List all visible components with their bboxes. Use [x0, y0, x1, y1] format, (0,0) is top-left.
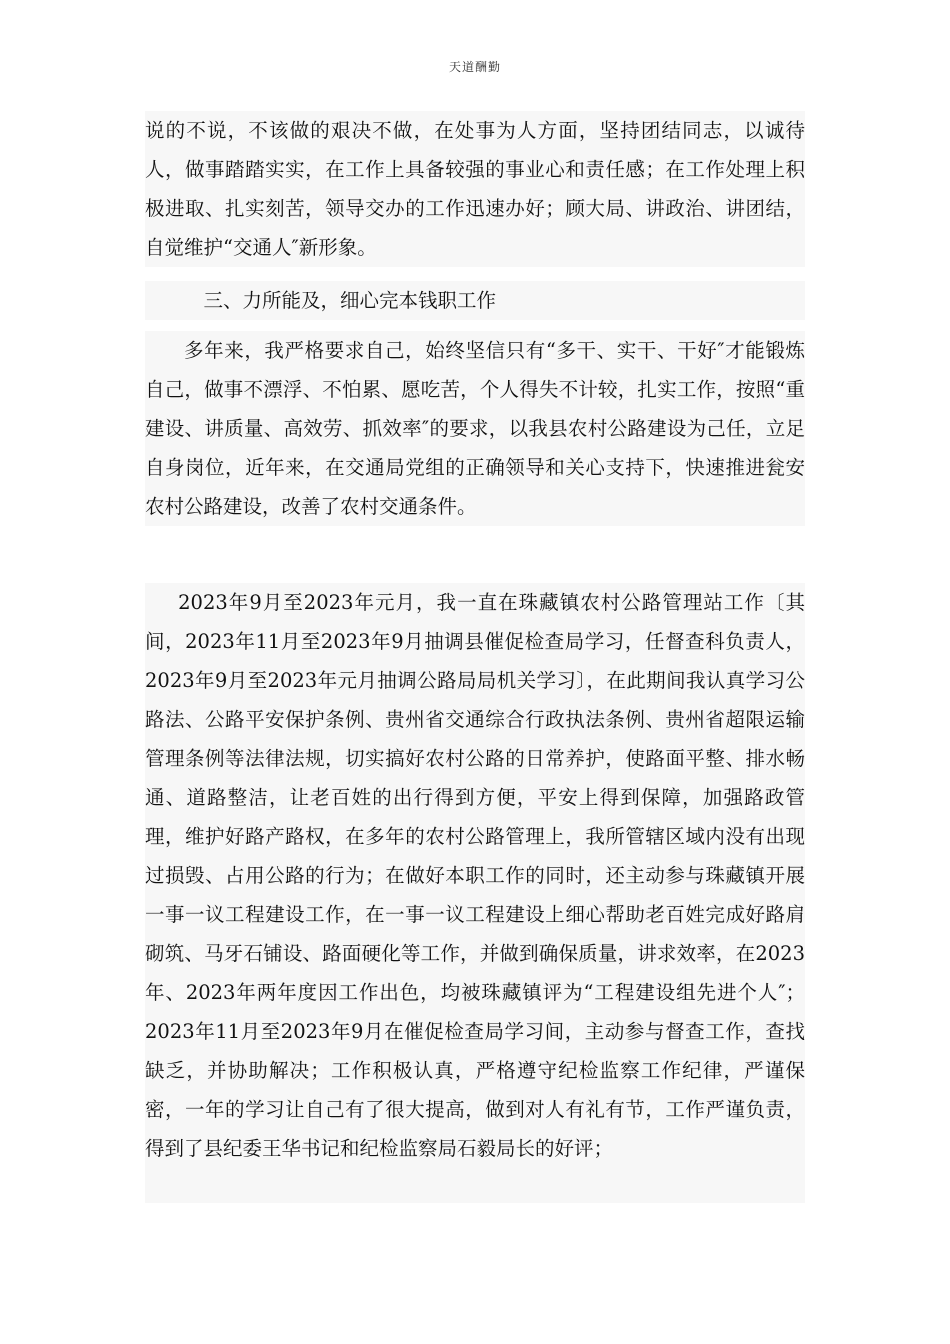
section-heading: [145, 281, 805, 320]
paragraph-text: 说的不说，不该做的艰决不做，在处事为人方面，坚持团结同志，以诚待人，做事踏踏实实，在工作上具备较强的事业心和责任感；在工作处理上积极进取、扎实刻苦，领导交办的工作迅速办好；顾大局、讲政治、讲团结，自觉维护“交通人″新形象。: [145, 119, 805, 259]
paragraph-text: 多年来，我严格要求自己，始终坚信只有“多干、实干、干好″才能锻炼自己，做事不漂浮、不怕累、愿吃苦，个人得失不计较，扎实工作，按照“重建设、讲质量、高效劳、抓效率″的要求，以我县农村公路建设为己任，立足自身岗位，近年来，在交通局党组的正确领导和关心支持下，快速推进瓮安农村公路建设，改善了农村交通条件。: [145, 339, 805, 518]
section-heading-text: 三、力所能及，细心完本钱职工作: [203, 289, 497, 312]
paragraph-continuation: [145, 111, 805, 267]
paragraph: [145, 331, 805, 526]
paragraph-text: 2023年9月至2023年元月，我一直在珠藏镇农村公路管理站工作〔其间，2023年11月至2023年9月抽调县催促检查局学习，任督查科负责人，2023年9月至2023年元月抽调公路局局机关学习〕，在此期间我认真学习公路法、公路平安保护条例、贵州省交通综合行政执法条例、贵州省超限运输管理条例等法律法规，切实搞好农村公路的日常养护，使路面平整、排水畅通、道路整洁，让老百姓的出行得到方便，平安上得到保障，加强路政管理，维护好路产路权，在多年的农村公路管理上，我所管辖区域内没有出现过损毁、占用公路的行为；在做好本职工作的同时，还主动参与珠藏镇开展一事一议工程建设工作，在一事一议工程建设上细心帮助老百姓完成好路肩砌筑、马牙石铺设、路面硬化等工作，并做到确保质量，讲求效率，在2023年、2023年两年度因工作出色，均被珠藏镇评为“工程建设组先进个人″；2023年11月至2023年9月在催促检查局学习间，主动参与督查工作，查找缺乏，并协助解决；工作积极认真，严格遵守纪检监察工作纪律，严谨保密，一年的学习让自己有了很大提高，做到对人有礼有节，工作严谨负责，得到了县纪委王华书记和纪检监察局石毅局长的好评；: [145, 591, 805, 1160]
paragraph: [145, 583, 805, 1203]
page-header: 天道酬勤: [448, 60, 501, 74]
